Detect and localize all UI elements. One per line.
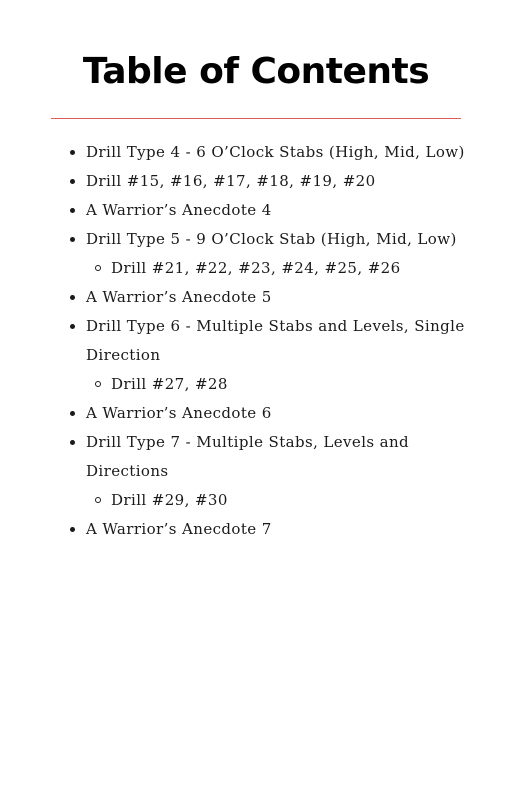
toc-subitem[interactable] xyxy=(111,370,466,399)
bullet-disc-icon xyxy=(70,295,75,300)
toc-item-label[interactable]: Drill Type 6 - Multiple Stabs and Levels, Single Direction xyxy=(86,317,465,364)
toc-item[interactable] xyxy=(86,138,466,167)
bullet-circle-icon xyxy=(95,265,101,271)
toc-item[interactable] xyxy=(86,399,466,428)
toc-sublist xyxy=(86,486,466,515)
toc-item[interactable] xyxy=(86,225,466,283)
toc-item[interactable] xyxy=(86,167,466,196)
toc-subitem[interactable] xyxy=(111,486,466,515)
bullet-disc-icon xyxy=(70,324,75,329)
toc-sublist xyxy=(86,254,466,283)
toc-item-label[interactable]: Drill #15, #16, #17, #18, #19, #20 xyxy=(86,172,376,190)
bullet-circle-icon xyxy=(95,381,101,387)
bullet-disc-icon xyxy=(70,527,75,532)
toc-item[interactable] xyxy=(86,312,466,399)
toc-item[interactable] xyxy=(86,196,466,225)
bullet-disc-icon xyxy=(70,179,75,184)
bullet-disc-icon xyxy=(70,411,75,416)
toc-item-label[interactable]: A Warrior’s Anecdote 4 xyxy=(86,201,272,219)
page-title: Table of Contents xyxy=(82,51,430,92)
toc-item-label[interactable]: A Warrior’s Anecdote 6 xyxy=(86,404,272,422)
bullet-disc-icon xyxy=(70,208,75,213)
toc-item-label[interactable]: Drill Type 5 - 9 O’Clock Stab (High, Mid, Low) xyxy=(86,230,457,248)
bullet-disc-icon xyxy=(70,237,75,242)
toc-sublist xyxy=(86,370,466,399)
toc-item[interactable] xyxy=(86,283,466,312)
toc-subitem-label[interactable]: Drill #21, #22, #23, #24, #25, #26 xyxy=(111,259,401,277)
bullet-disc-icon xyxy=(70,440,75,445)
bullet-circle-icon xyxy=(95,497,101,503)
toc-item-label[interactable]: Drill Type 4 - 6 O’Clock Stabs (High, Mid, Low) xyxy=(86,143,465,161)
toc-item[interactable] xyxy=(86,428,466,515)
toc-list xyxy=(86,138,466,544)
toc-item[interactable] xyxy=(86,515,466,544)
toc-subitem-label[interactable]: Drill #29, #30 xyxy=(111,491,228,509)
toc-item-label[interactable]: A Warrior’s Anecdote 5 xyxy=(86,288,272,306)
title-divider xyxy=(51,118,461,119)
toc-subitem-label[interactable]: Drill #27, #28 xyxy=(111,375,228,393)
toc-subitem[interactable] xyxy=(111,254,466,283)
bullet-disc-icon xyxy=(70,150,75,155)
toc-item-label[interactable]: Drill Type 7 - Multiple Stabs, Levels and Directions xyxy=(86,433,410,480)
toc-item-label[interactable]: A Warrior’s Anecdote 7 xyxy=(86,520,272,538)
